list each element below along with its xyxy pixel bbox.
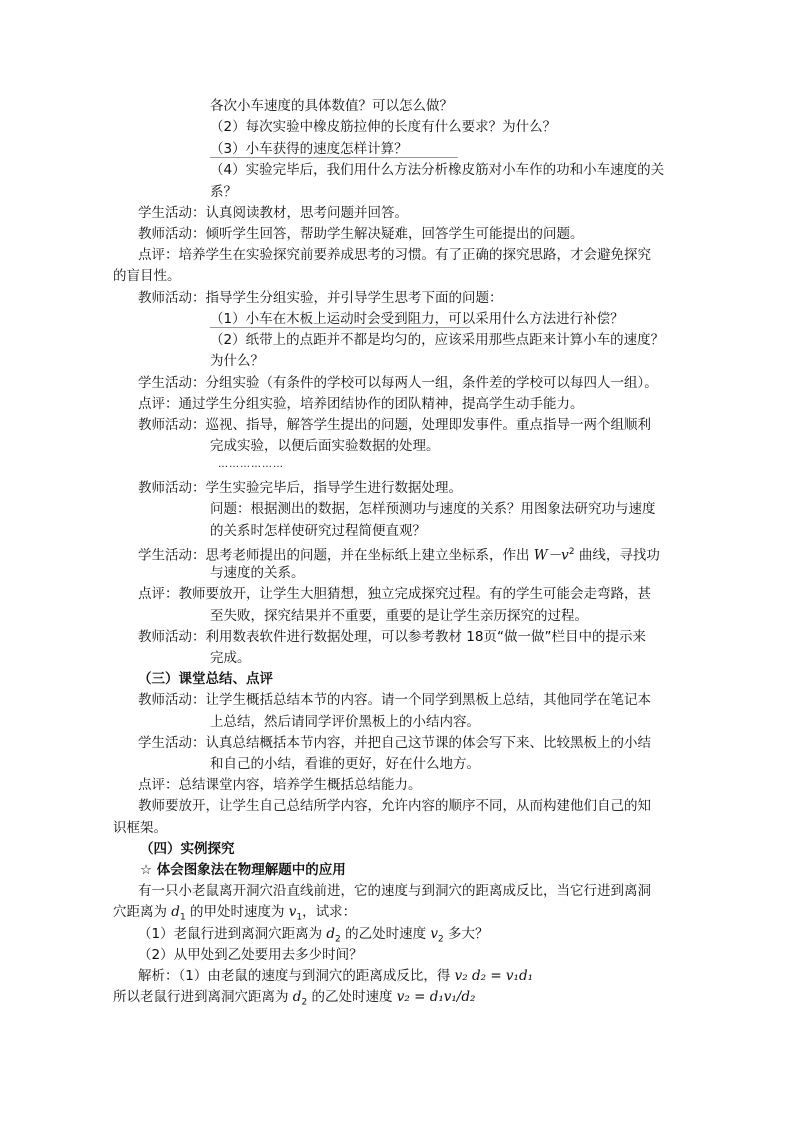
text-line: 各次小车速度的具体数值？可以怎么做？	[210, 98, 453, 114]
text-line: 的盲目性。	[113, 268, 181, 284]
text-line: 点评：培养学生在实验探究前要养成思考的习惯。有了正确的探究思路，才会避免探究	[138, 247, 651, 263]
text-line: （1）小车在木板上运动时会受到阻力，可以采用什么方法进行补偿？	[210, 311, 624, 327]
text-line: 与速度的关系。	[210, 565, 305, 581]
section-heading: （三）课堂总结、点评	[138, 671, 273, 687]
text-line: 穴距离为 $d_1$ 的甲处时速度为 $v_1$，试求：	[113, 904, 357, 923]
text-line: 为什么？	[210, 353, 264, 369]
text-line: （4）实验完毕后，我们用什么方法分析橡皮筋对小车作的功和小车速度的关	[210, 162, 665, 178]
text-line: 问题：根据测出的数据，怎样预测功与速度的关系？用图象法研究功与速度	[210, 501, 656, 517]
section-heading: （四）实例探究	[140, 841, 235, 857]
formula: v₂ = d₁v₁/d₂	[396, 989, 476, 1005]
text-line: 解析：（1）由老鼠的速度与到洞穴的距离成反比，得 v₂ d₂ = v₁d₁	[138, 968, 534, 984]
text-line: 系？	[210, 184, 237, 200]
text-line: （2）每次实验中橡皮筋拉伸的长度有什么要求？为什么？	[210, 119, 557, 135]
text-line: 学生活动：分组实验（有条件的学校可以每两人一组，条件差的学校可以每四人一组）。	[138, 375, 658, 391]
formula: v₂ d₂ = v₁d₁	[454, 968, 534, 984]
text-line: 教师要放开，让学生自己总结所学内容，允许内容的顺序不同，从而构建他们自己的知	[138, 798, 651, 814]
text-line: （3）小车获得的速度怎样计算？	[210, 141, 408, 157]
text-line: 点评：通过学生分组实验，培养团结协作的团队精神，提高学生动手能力。	[138, 396, 584, 412]
text-line: 学生活动：认真阅读教材，思考问题并回答。	[138, 205, 408, 221]
text-line: 教师活动：指导学生分组实验，并引导学生思考下面的问题：	[138, 290, 503, 306]
text-line: （1）老鼠行进到离洞穴距离为 $d_2$ 的乙处时速度 $v_2$ 多大？	[138, 926, 489, 945]
text-line: 完成。	[210, 650, 251, 666]
formula-w-v: W－v	[533, 547, 569, 564]
subsection-heading: ☆ 体会图象法在物理解题中的应用	[140, 862, 346, 878]
text-line: （2）纸带上的点距并不都是均匀的，应该采用那些点距来计算小车的速度？	[210, 332, 665, 348]
text-line: 识框架。	[113, 820, 167, 836]
text-line: 点评：教师要放开，让学生大胆猜想，独立完成探究过程。有的学生可能会走弯路，甚	[138, 586, 651, 602]
underline-rule	[210, 327, 470, 328]
text-line: 所以老鼠行进到离洞穴距离为 $d_2$ 的乙处时速度 v₂ = d₁v₁/d₂	[113, 989, 476, 1008]
text-line: 学生活动：认真总结概括本节内容，并把自己这节课的体会写下来、比较黑板上的小结	[138, 735, 651, 751]
text-line: 学生活动：思考老师提出的问题，并在坐标纸上建立坐标系，作出 $W-v^2$ 曲线，寻找功	[138, 547, 660, 564]
text-line: 上总结，然后请同学评价黑板上的小结内容。	[210, 714, 480, 730]
text-line: 完成实验，以便后面实验数据的处理。	[210, 438, 440, 454]
text-line: 的关系时怎样使研究过程简便直观？	[210, 523, 426, 539]
text-line: 有一只小老鼠离开洞穴沿直线前进，它的速度与到洞穴的距离成反比，当它行进到离洞	[138, 883, 651, 899]
text-line: 教师活动：让学生概括总结本节的内容。请一个同学到黑板上总结，其他同学在笔记本	[138, 692, 651, 708]
text-line: 教师活动：倾听学生回答，帮助学生解决疑难，回答学生可能提出的问题。	[138, 226, 584, 242]
text-line: 至失败，探究结果并不重要，重要的是让学生亲历探究的过程。	[210, 608, 588, 624]
ellipsis-dots: ………………	[218, 459, 284, 470]
text-line: （2）从甲处到乙处要用去多少时间？	[138, 947, 363, 963]
text-line: 教师活动：学生实验完毕后，指导学生进行数据处理。	[138, 480, 462, 496]
text-line: 教师活动：巡视、指导，解答学生提出的问题，处理即发事件。重点指导一两个组顺利	[138, 417, 651, 433]
text-line: 点评：总结课堂内容，培养学生概括总结能力。	[138, 777, 422, 793]
text-line: 和自己的小结，看谁的更好，好在什么地方。	[210, 756, 480, 772]
text-line: 教师活动：利用数表软件进行数据处理，可以参考教材 18页“做一做”栏目中的提示来	[138, 629, 646, 645]
underline-rule	[210, 157, 458, 158]
